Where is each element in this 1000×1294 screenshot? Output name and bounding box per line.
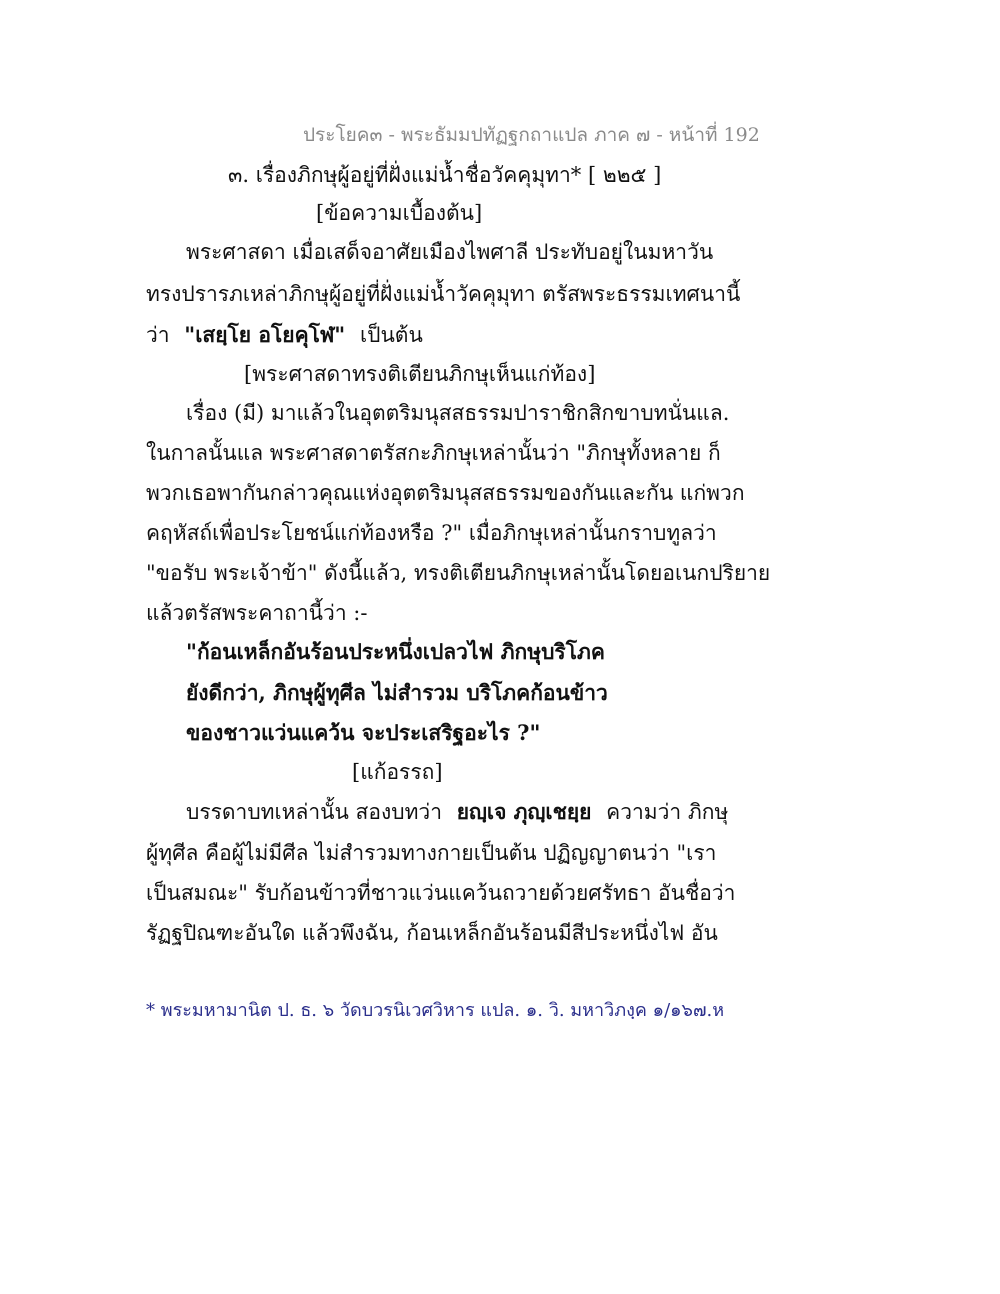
intro-line-3-prefix: ว่า: [146, 323, 170, 347]
gloss-line-2: ผู้ทุศีล คือผู้ไม่มีศีล ไม่สำรวมทางกายเป็นต้น ปฏิญญาตนว่า "เรา: [146, 841, 717, 865]
gloss-line-1: [186, 797, 728, 827]
pali-phrase: "เสยฺโย อโยคุโฬ": [184, 322, 346, 347]
footnote: * พระมหามานิต ป. ธ. ๖ วัดบวรนิเวศวิหาร แปล. ๑. วิ. มหาวิภงฺค ๑/๑๖๗.ห: [146, 1000, 725, 1021]
section-heading-rebuke: [พระศาสดาทรงติเตียนภิกษุเห็นแก่ท้อง]: [244, 362, 596, 386]
story-line-3: พวกเธอพากันกล่าวคุณแห่งอุตตริมนุสสธรรมของกันและกัน แก่พวก: [146, 481, 745, 505]
story-line-4: คฤหัสถ์เพื่อประโยชน์แก่ท้องหรือ ?" เมื่อภิกษุเหล่านั้นกราบทูลว่า: [146, 521, 717, 545]
intro-line-3-suffix: เป็นต้น: [359, 323, 423, 347]
story-line-5: "ขอรับ พระเจ้าข้า" ดังนี้แล้ว, ทรงติเตียนภิกษุเหล่านั้นโดยอเนกปริยาย: [146, 561, 771, 585]
page-header: ประโยค๓ - พระธัมมปทัฏฐกถาแปล ภาค ๗ - หน้าที่ 192: [303, 124, 760, 146]
story-line-1: เรื่อง (มี) มาแล้วในอุตตริมนุสสธรรมปาราชิกสิกขาบทนั่นแล.: [186, 401, 730, 425]
gloss-line-4: รัฏฐปิณฑะอันใด แล้วพึงฉัน, ก้อนเหล็กอันร้อนมีสีประหนึ่งไฟ อัน: [146, 921, 718, 945]
pali-term: ยญฺเจ ภุญฺเชยฺย: [456, 799, 592, 824]
section-heading-gloss: [แก้อรรถ]: [352, 760, 443, 784]
story-line-2: ในกาลนั้นแล พระศาสดาตรัสกะภิกษุเหล่านั้นว่า "ภิกษุทั้งหลาย ก็: [146, 441, 721, 465]
gloss-line-1-prefix: บรรดาบทเหล่านั้น สองบทว่า: [186, 800, 442, 824]
story-line-6: แล้วตรัสพระคาถานี้ว่า :-: [146, 601, 368, 625]
verse-line-2: ยังดีกว่า, ภิกษุผู้ทุศีล ไม่สำรวม บริโภคก้อนข้าว: [186, 680, 608, 705]
verse-line-1: "ก้อนเหล็กอันร้อนประหนึ่งเปลวไฟ ภิกษุบริโภค: [186, 639, 605, 664]
gloss-line-1-suffix: ความว่า ภิกษุ: [606, 800, 729, 824]
intro-line-3: [146, 320, 423, 350]
verse-line-3: ของชาวแว่นแคว้น จะประเสริฐอะไร ?": [186, 720, 541, 745]
story-title: ๓. เรื่องภิกษุผู้อยู่ที่ฝั่งแม่น้ำชื่อวัคคุมุทา* [ ๒๒๕ ]: [228, 163, 662, 187]
intro-line-1: พระศาสดา เมื่อเสด็จอาศัยเมืองไพศาลี ประทับอยู่ในมหาวัน: [186, 240, 714, 264]
section-heading-intro: [ข้อความเบื้องต้น]: [316, 201, 483, 225]
intro-line-2: ทรงปรารภเหล่าภิกษุผู้อยู่ที่ฝั่งแม่น้ำวัคคุมุทา ตรัสพระธรรมเทศนานี้: [146, 282, 741, 306]
gloss-line-3: เป็นสมณะ" รับก้อนข้าวที่ชาวแว่นแคว้นถวายด้วยศรัทธา อันชื่อว่า: [146, 881, 736, 905]
